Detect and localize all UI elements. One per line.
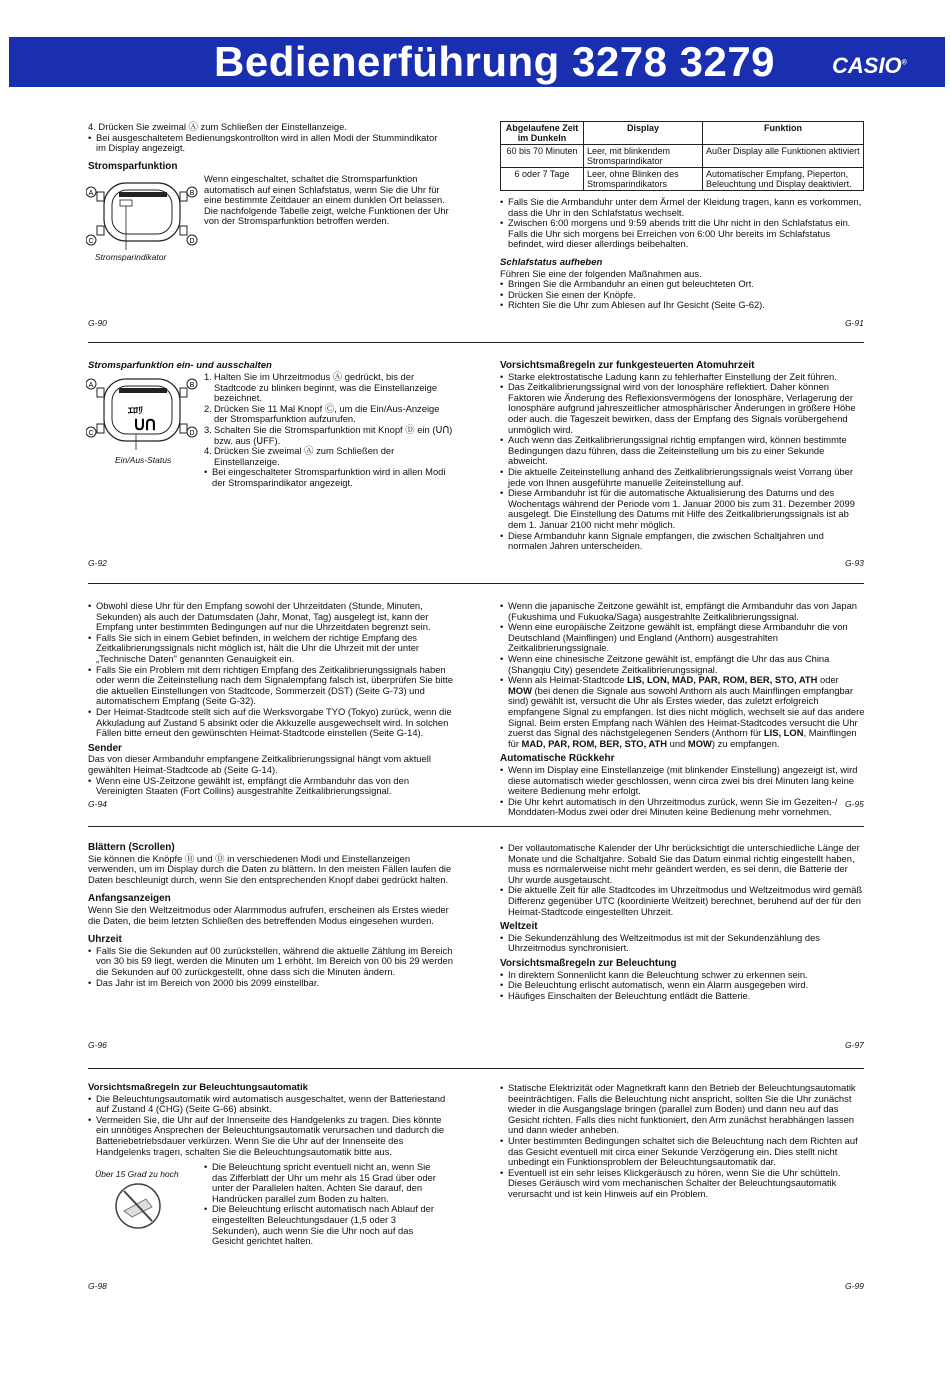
section-heading: Sender <box>88 742 122 754</box>
section-g96 <box>88 843 454 988</box>
table-row <box>501 168 864 191</box>
bullet-item: • Wenn eine europäische Zeitzone gewählt ist, empfängt diese Armbanduhr die von Deutschland (Mainflingen) und England (Anthorn) ausgestrahlten Zeitkalibrierungssignale. <box>500 622 865 654</box>
bullet-item: • Wenn eine chinesische Zeitzone gewählt ist, empfängt die Uhr das aus China (Shangqiu City) gesendete Zeitkalibrierungssignal. <box>500 654 865 675</box>
table-cell: Leer, mit blinkendem Stromsparindikator <box>584 145 703 168</box>
section-divider <box>88 583 864 584</box>
bullet-item: • Falls Sie die Sekunden auf 00 zurückstellen, während die aktuelle Zählung im Bereich von 30 bis 59 liegt, werden die Minuten um 1 erhöht. Im Bereich von 00 bis 29 werden die Sekunden auf 00 zurückgestellt, ohne dass sich die Minuten ändern. <box>88 946 454 978</box>
button-d-label: D <box>189 430 195 437</box>
bullet-item: • Falls Sie die Armbanduhr unter dem Ärmel der Kleidung tragen, kann es vorkommen, dass die Uhr in den Schlafstatus wechselt. <box>500 197 865 218</box>
bullet-item: • Bringen Sie die Armbanduhr an einen gut beleuchteten Ort. <box>500 279 865 290</box>
bullet-item: • Richten Sie die Uhr zum Ablesen auf Ihr Gesicht (Seite G-62). <box>500 300 865 311</box>
header-banner <box>9 37 945 87</box>
bullet-item: • Die Sekundenzählung des Weltzeitmodus ist mit der Sekundenzählung des Uhrzeitmodus synchronisiert. <box>500 933 865 954</box>
table-cell: Leer, ohne Blinken des Stromsparindikators <box>584 168 703 191</box>
page-number: G-96 <box>88 1040 107 1050</box>
bullet-item: • Die Uhr kehrt automatisch in den Uhrzeitmodus zurück, wenn Sie im Gezeiten-/ Monddaten-Modus zwei oder drei Minuten keine Bedienung mehr vornehmen. <box>500 797 865 818</box>
section-divider <box>88 342 864 343</box>
section-heading: Anfangsanzeigen <box>88 893 171 905</box>
section-divider <box>88 826 864 827</box>
table-cell: Automatischer Empfang, Pieperton, Beleuchtung und Display deaktiviert. <box>703 168 864 191</box>
table-header: Funktion <box>703 122 864 145</box>
page-number: G-91 <box>845 318 864 328</box>
table-cell: 6 oder 7 Tage <box>501 168 584 191</box>
button-d-label: D <box>189 238 195 245</box>
button-a-label: A <box>88 190 94 197</box>
figure-caption: Stromsparindikator <box>95 252 167 262</box>
step-item: 1. Halten Sie im Uhrzeitmodus Ⓐ gedrückt, bis der Stadtcode zu blinken beginnt, was die Einstellanzeige bezeichnet. <box>204 372 454 404</box>
section-heading: Stromsparfunktion <box>88 160 178 172</box>
watch-illustration <box>86 374 198 452</box>
step-item: 4. Drücken Sie zweimal Ⓐ zum Schließen der Einstellanzeige. <box>204 446 454 467</box>
page-number: G-99 <box>845 1281 864 1291</box>
section-heading: Schlafstatus aufheben <box>500 256 603 268</box>
bullet-item: • Die Beleuchtung spricht eventuell nicht an, wenn Sie das Zifferblatt der Uhr um mehr als 15 Grad über oder unter der Parallelen halten. Achten Sie darauf, den Handrücken parallel zum Boden zu halten. <box>204 1162 442 1204</box>
bullet-item: • Eventuell ist ein sehr leises Klickgeräusch zu hören, wenn Sie die Uhr schütteln. Dieses Geräusch wird vom mechanischen Schalter der Beleuchtungsautomatik verursacht und ist kein Hinweis auf ein Problem. <box>500 1168 865 1200</box>
bullet-item: • Bei ausgeschaltetem Bedienungskontrollton wird in allen Modi der Stummindikator im Display angezeigt. <box>88 133 448 154</box>
section-g93 <box>500 361 865 552</box>
bullet-item: • Diese Armbanduhr ist für die automatische Aktualisierung des Datums und des Wochentags während der Periode vom 1. Januar 2000 bis zum 31. Dezember 2099 ausgelegt. Die Einstellung des Datums mit Hilfe des Zeitkalibrierungssignals ist ab dem 1. Januar 2100 nicht mehr möglich. <box>500 488 865 530</box>
bullet-item: • Die Beleuchtungsautomatik wird automatisch ausgeschaltet, wenn der Batteriestand auf Zustand 4 (CHG) (Seite G-66) absinkt. <box>88 1094 454 1115</box>
bullet-item: • Zwischen 6:00 morgens und 9:59 abends tritt die Uhr nicht in den Schlafstatus ein. Falls die Uhr sich morgens bei Erreichen von 6:00 Uhr bereits im Schlafstatus befindet, wird dieser allerdings beibehalten. <box>500 218 865 250</box>
body-text: Sie können die Knöpfe Ⓑ und Ⓓ in verschiedenen Modi und Einstellanzeigen verwenden, um im Display durch die Daten zu blättern. In den meisten Fällen laufen die Daten beschleunigt durch, wenn Sie den entsprechenden Knopf dabei gedrückt halten. <box>88 852 452 885</box>
display-mode: ｴﾛﾘ <box>128 407 143 418</box>
no-tilt-icon <box>112 1181 164 1231</box>
page-number: G-97 <box>845 1040 864 1050</box>
section-g94 <box>88 601 454 797</box>
bullet-item: • Das Zeitkalibrierungssignal wird von der Ionosphäre reflektiert. Daher können Faktoren wie Änderung des Reflexionsvermögens der Ionosphäre, Verlagerung der Ionosphäre aufgrund jahreszeitlicher atmosphärischer Änderungen in größere Höhe oder auch. die Tageszeit bewirken, dass der Empfang des Signals vorübergehend unmöglich wird. <box>500 382 865 435</box>
table-header: Display <box>584 122 703 145</box>
section-heading: Blättern (Scrollen) <box>88 842 175 853</box>
g90-body <box>204 174 452 227</box>
g92-steps <box>204 372 454 489</box>
button-c-label: C <box>88 238 94 245</box>
section-g97 <box>500 843 865 1001</box>
section-heading: Uhrzeit <box>88 934 122 946</box>
bullet-item: • Das Jahr ist im Bereich von 2000 bis 2099 einstellbar. <box>88 978 454 989</box>
section-g90 <box>88 122 448 172</box>
bullet-item: • Statische Elektrizität oder Magnetkraft kann den Betrieb der Beleuchtungsautomatik beeinträchtigen. Falls die Beleuchtung nicht anspricht, sollten Sie die Uhr zunächst wieder in die Ausgangslage bringen (parallel zum Boden) und dann neu auf das Gesicht richten. Falls dies nicht funktioniert, den Arm zunächst herabhängen lassen und dann wieder anheben. <box>500 1083 865 1136</box>
table-cell: Außer Display alle Funktionen aktiviert <box>703 145 864 168</box>
display-onoff: ᑌᑎ <box>134 418 156 435</box>
table-cell: 60 bis 70 Minuten <box>501 145 584 168</box>
manual-title: Bedienerführung 3278 3279 <box>214 38 776 85</box>
page-number: G-93 <box>845 558 864 568</box>
bullet-item: • Vermeiden Sie, die Uhr auf der Innenseite des Handgelenks zu tragen. Dies könnte ein unnötiges Ansprechen der Beleuchtungsautomatik verursachen und dadurch die Batteriebetriebsdauer verkürzen. Wenn Sie die Uhr auf der Innenseite des Handgelenks tragen, schalten Sie die Beleuchtungsautomatik bitte aus. <box>88 1115 454 1157</box>
step-item: 3. Schalten Sie die Stromsparfunktion mit Knopf Ⓓ ein (ᑌᑎ) bzw. aus (ᑌFF). <box>204 425 454 446</box>
section-divider <box>88 1068 864 1069</box>
bullet-item: • Falls Sie ein Problem mit dem richtigen Empfang des Zeitkalibrierungssignals haben oder wenn die Zeiteinstellung nach dem Signalempfang falsch ist, überprüfen Sie bitte die aktuellen Einstellungen von Stadtcode, Sommerzeit (DST) (Seite G-73) und automatischem Empfang (Seite G-32). <box>88 665 454 707</box>
bullet-item: • Obwohl diese Uhr für den Empfang sowohl der Uhrzeitdaten (Stunde, Minuten, Sekunden) als auch der Datumsdaten (Jahr, Monat, Tag) ausgelegt ist, kann der Empfang unter bestimmten Bedingungen auf nur die Uhrzeitdaten begrenzt sein. <box>88 601 454 633</box>
section-heading: Vorsichtsmaßregeln zur funkgesteuerten Atomuhrzeit <box>500 360 755 371</box>
page-number: G-90 <box>88 318 107 328</box>
page-number: G-98 <box>88 1281 107 1291</box>
bullet-item: • Bei eingeschalteter Stromsparfunktion wird in allen Modi der Stromsparindikator angezeigt. <box>204 467 454 488</box>
bullet-item: • Die aktuelle Zeiteinstellung anhand des Zeitkalibrierungssignals weist Vorrang über jede von Ihnen ausgeführte manuelle Zeiteinstellung auf. <box>500 467 865 488</box>
page-number: G-94 <box>88 799 107 809</box>
bullet-item: • Wenn die japanische Zeitzone gewählt ist, empfängt die Armbanduhr das von Japan (Fukushima und Fukuoka/Saga) ausgestrahlte Zeitkalibrierungssignal. <box>500 601 865 622</box>
section-heading: Vorsichtsmaßregeln zur Beleuchtung <box>500 957 677 969</box>
bullet-item: • Die Beleuchtung erlischt automatisch nach Ablauf der eingestellten Beleuchtungsdauer (1,5 oder 3 Sekunden), auch wenn Sie die Uhr noch auf das Gesicht gerichtet halten. <box>204 1204 442 1246</box>
bullet-item: • Wenn eine US-Zeitzone gewählt ist, empfängt die Armbanduhr das von den Vereinigten Staaten (Fort Collins) ausgestrahlte Zeitkalibrierungssignal. <box>88 776 454 797</box>
brand-logo: CASIO® <box>832 53 907 78</box>
body-text: Wenn eingeschaltet, schaltet die Stromsparfunktion automatisch auf einen Schlafstatus, wenn Sie die Uhr für eine bestimmte Zeitdauer an einem dunklen Ort belassen. Die nachfolgende Tabelle zeigt, welche Funktionen der Uhr von der Stromsparfunktion betroffen werden. <box>204 173 449 227</box>
bullet-item: • Unter bestimmten Bedingungen schaltet sich die Beleuchtung nach dem Richten auf das Gesicht eventuell mit circa einer Sekunde Verzögerung ein. Dies stellt nicht unbedingt ein Funktionsproblem der Beleuchtungsautomatik dar. <box>500 1136 865 1168</box>
step-item: 2. Drücken Sie 11 Mal Knopf Ⓒ, um die Ein/Aus-Anzeige der Stromsparfunktion aufzurufen. <box>204 404 454 425</box>
table-header: Abgelaufene Zeit im Dunkeln <box>501 122 584 145</box>
bullet-item: • Auch wenn das Zeitkalibrierungssignal richtig empfangen wird, können bestimmte Bedingungen dazu führen, dass die Zeiteinstellung um bis zu einer Sekunde abweicht. <box>500 435 865 467</box>
body-text: Wenn Sie den Weltzeitmodus oder Alarmmodus aufrufen, erscheinen als Erstes wieder die Daten, die beim letzten Schließen des betreffenden Modus eingesehen wurden. <box>88 903 449 926</box>
section-heading: Automatische Rückkehr <box>500 753 615 765</box>
bullet-item: • Wenn als Heimat-Stadtcode LIS, LON, MAD, PAR, ROM, BER, STO, ATH oder MOW (bei denen die Signale aus sowohl Anthorn als auch Mainflingen empfangbar sind) gewählt ist, versucht die Uhr als Erstes wieder, das zuletzt erfolgreich empfangene Signal zu empfangen. Ist dies nicht möglich, wechselt sie auf das andere Signal. Beim ersten Empfang nach Wählen des Heimat-Stadtcodes versucht die Uhr zuerst das Signal des nächstgelegenen Senders (Anthorn für LIS, LON, Mainflingen für MAD, PAR, ROM, BER, STO, ATH und MOW) zu empfangen. <box>500 675 865 749</box>
body-text: Führen Sie eine der folgenden Maßnahmen aus. <box>500 267 702 279</box>
bullet-item: • Diese Armbanduhr kann Signale empfangen, die zwischen Schaltjahren und normalen Jahren unterscheiden. <box>500 531 865 552</box>
button-b-label: B <box>189 190 195 197</box>
section-heading: Weltzeit <box>500 921 538 933</box>
section-heading: Vorsichtsmaßregeln zur Beleuchtungsautomatik <box>88 1082 308 1093</box>
button-a-label: A <box>88 382 94 389</box>
figure-caption: Über 15 Grad zu hoch <box>95 1169 179 1179</box>
button-c-label: C <box>88 430 94 437</box>
page-number: G-92 <box>88 558 107 568</box>
bullet-item: • Starke elektrostatische Ladung kann zu fehlerhafter Einstellung der Zeit führen. <box>500 372 865 383</box>
page-number: G-95 <box>845 799 864 809</box>
bullet-item: • Drücken Sie einen der Knöpfe. <box>500 290 865 301</box>
section-g91 <box>500 121 865 311</box>
bullet-item: • Die aktuelle Zeit für alle Stadtcodes im Uhrzeitmodus und Weltzeitmodus wird gemäß Differenz gegenüber UTC (koordinierte Weltzeit) berechnet, beruhend auf der für den Heimat-Stadtcode eingestellten Uhrzeit. <box>500 885 865 917</box>
bullet-item: • Der Heimat-Stadtcode stellt sich auf die Werksvorgabe TYO (Tokyo) zurück, wenn die Akkuladung auf Zustand 5 absinkt oder die Akkuzelle ausgewechselt wird. In solchen Fällen bitte erneut den gewünschten Heimat-Stadtcode einstellen (Seite G-14). <box>88 707 454 739</box>
step-text: 4. Drücken Sie zweimal Ⓐ zum Schließen der Einstellanzeige. <box>88 121 347 132</box>
bullet-item: • Häufiges Einschalten der Beleuchtung entlädt die Batterie. <box>500 991 865 1002</box>
bullet-item: • Die Beleuchtung erlischt automatisch, wenn ein Alarm ausgegeben wird. <box>500 980 865 991</box>
section-g99 <box>500 1083 865 1200</box>
power-saving-table <box>500 121 864 191</box>
section-g98 <box>88 1083 454 1157</box>
bullet-item: • In direktem Sonnenlicht kann die Beleuchtung schwer zu erkennen sein. <box>500 970 865 981</box>
figure-caption: Ein/Aus-Status <box>115 455 172 465</box>
section-g92 <box>88 361 448 372</box>
g98-bullets <box>204 1162 442 1247</box>
section-heading: Stromsparfunktion ein- und ausschalten <box>88 360 272 371</box>
bullet-item: • Wenn im Display eine Einstellanzeige (mit blinkender Einstellung) angezeigt ist, wird diese automatisch wieder geschlossen, wenn circa zwei bis drei Minuten lang keine weitere Bedienung mehr erfolgt. <box>500 765 865 797</box>
bullet-item: • Der vollautomatische Kalender der Uhr berücksichtigt die unterschiedliche Länge der Monate und die Schaltjahre. Sobald Sie das Datum einmal richtig eingestellt haben, muss es normalerweise nicht mehr geändert werden, es sei denn, die Batterie der Uhr wurde ausgetauscht. <box>500 843 865 885</box>
body-text: Das von dieser Armbanduhr empfangene Zeitkalibrierungssignal hängt vom aktuell gewählten Heimat-Stadtcode ab (Seite G-14). <box>88 753 431 775</box>
button-b-label: B <box>189 382 195 389</box>
table-row <box>501 145 864 168</box>
section-g95 <box>500 601 865 818</box>
watch-illustration <box>86 178 198 252</box>
bullet-item: • Falls Sie sich in einem Gebiet befinden, in welchem der richtige Empfang des Zeitkalibrierungssignals nicht möglich ist, hält die Uhr die Uhrzeit mit der unter „Technische Daten" genannten Genauigkeit ein. <box>88 633 454 665</box>
